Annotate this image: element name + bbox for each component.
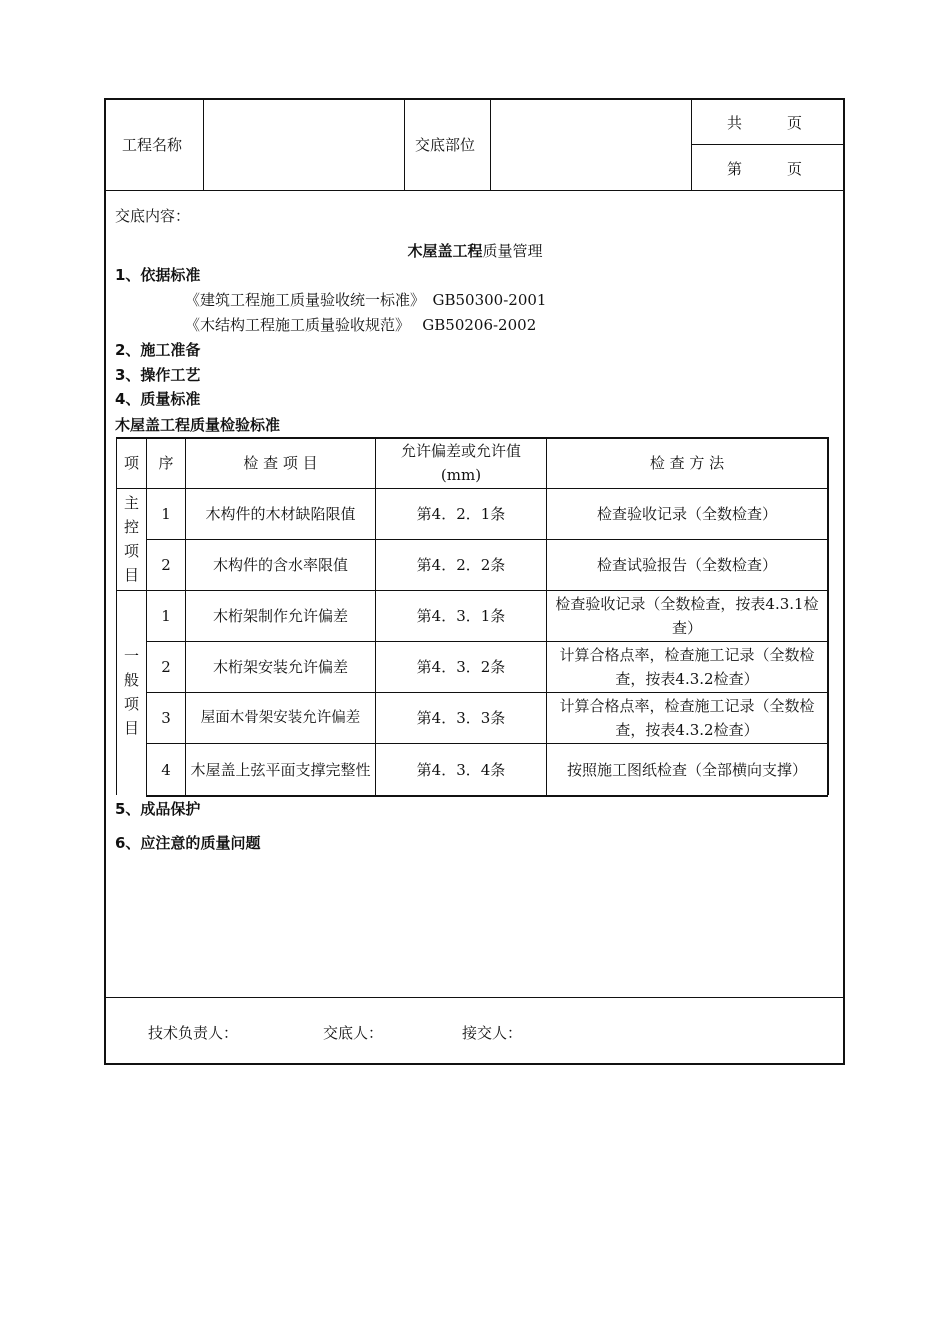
section-1: 1、依据标准 (115, 266, 201, 284)
title-bold: 木屋盖工程 (407, 242, 483, 260)
table-title: 木屋盖工程质量检验标准 (115, 416, 281, 434)
row-5-item: 屋面木骨架安装允许偏差 (200, 710, 361, 726)
row-6-item: 木屋盖上弦平面支撑完整性 (190, 760, 371, 779)
footer-top-line (105, 997, 845, 998)
standard-1: 《建筑工程施工质量验收统一标准》 GB50300-2001 (185, 291, 547, 309)
row-1-clause: 第4．2．1条 (416, 505, 506, 523)
header-divider-2 (404, 99, 405, 190)
receiver-signature[interactable]: 接交人： (462, 1024, 523, 1042)
header-page-split (691, 144, 845, 145)
row-6-method: 按照施工图纸检查（全部横向支撑） (566, 760, 807, 779)
section-6: 6、应注意的质量问题 (115, 834, 261, 852)
standard-2: 《木结构工程施工质量验收规范》 GB50206-2002 (185, 316, 537, 334)
tech-lead-signature[interactable]: 技术负责人： (148, 1024, 239, 1042)
row-4-seq: 2 (161, 658, 171, 676)
row-3-item: 木桁架制作允许偏差 (212, 607, 348, 625)
group-main-control: 主控项目 (123, 494, 139, 584)
header-method: 检 查 方 法 (649, 454, 725, 472)
row-4-item: 木桁架安装允许偏差 (212, 658, 348, 676)
section-3: 3、操作工艺 (115, 366, 201, 384)
table-bottom-line (146, 795, 828, 797)
header-tolerance: 允许偏差或允许值(mm) (400, 442, 521, 484)
header-divider-3 (490, 99, 491, 190)
row-4-method: 计算合格点率，检查施工记录（全数检查，按表4.3.2检查） (559, 646, 815, 688)
intro-label: 交底内容： (115, 207, 191, 225)
row-4-clause: 第4．3．2条 (416, 658, 506, 676)
row-6-seq: 4 (161, 760, 171, 779)
table-right-border (827, 437, 829, 795)
row-1-method: 检查验收记录（全数检查） (596, 505, 777, 523)
project-name-label: 工程名称 (122, 136, 183, 154)
location-label: 交底部位 (415, 136, 476, 154)
header-seq: 序 (158, 454, 174, 472)
row-2-seq: 2 (161, 556, 171, 574)
row-2-clause: 第4．2．2条 (416, 556, 506, 574)
row-5-seq: 3 (161, 709, 171, 727)
project-name-value[interactable] (212, 135, 397, 155)
row-1-seq: 1 (161, 505, 171, 523)
total-pages: 共 页 (727, 114, 803, 132)
header-check-item: 检 查 项 目 (243, 454, 318, 472)
group-general: 一般项目 (123, 647, 139, 737)
row-5-clause: 第4．3．3条 (416, 709, 506, 727)
title-rest: 质量管理 (482, 242, 543, 260)
discloser-signature[interactable]: 交底人： (323, 1024, 384, 1042)
row-6-clause: 第4．3．4条 (416, 760, 506, 779)
header-bottom-line (105, 190, 845, 191)
document-title (105, 241, 845, 261)
location-value[interactable] (498, 135, 683, 155)
row-3-seq: 1 (161, 607, 171, 625)
section-2: 2、施工准备 (115, 341, 201, 359)
row-1-item: 木构件的木材缺陷限值 (205, 505, 356, 523)
header-item: 项 (123, 454, 139, 472)
section-4: 4、质量标准 (115, 390, 201, 408)
row-3-clause: 第4．3．1条 (416, 607, 506, 625)
section-5: 5、成品保护 (115, 800, 201, 818)
row-3-method: 检查验收记录（全数检查，按表4.3.1检查） (555, 595, 819, 637)
page-number: 第 页 (727, 160, 803, 178)
header-divider-1 (203, 99, 204, 190)
row-5-method: 计算合格点率，检查施工记录（全数检查，按表4.3.2检查） (559, 697, 815, 739)
row-2-method: 检查试验报告（全数检查） (596, 556, 777, 574)
row-2-item: 木构件的含水率限值 (212, 556, 348, 574)
